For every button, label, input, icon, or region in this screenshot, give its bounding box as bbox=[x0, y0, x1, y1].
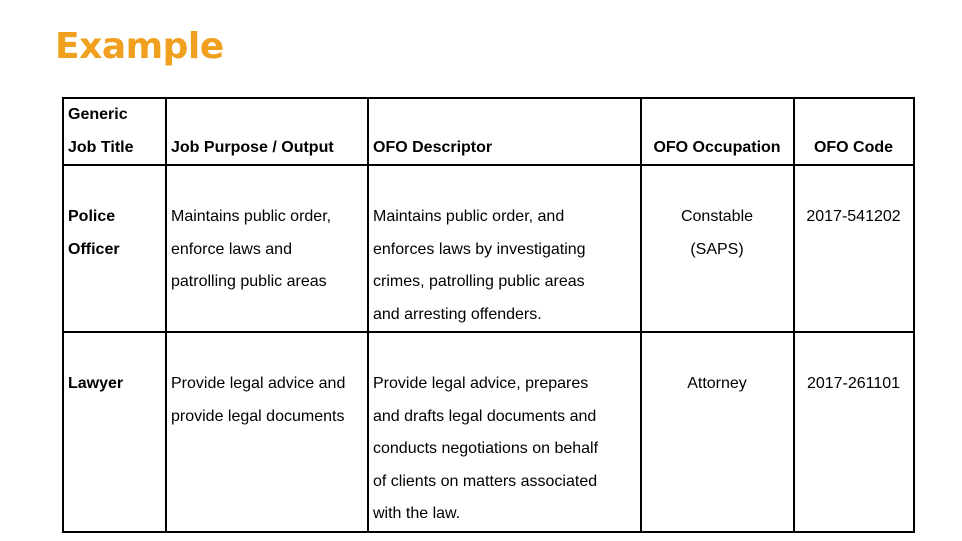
occupation-cell: Attorney bbox=[641, 332, 794, 532]
header-ofo-code: OFO Code bbox=[794, 98, 914, 165]
descriptor-cell: Provide legal advice, prepares and drafts legal documents and conducts negotiations on behalf of clients on matters associated with the law. bbox=[368, 332, 641, 532]
slide-title: Example bbox=[55, 26, 224, 67]
table-row bbox=[63, 165, 914, 332]
job-title-cell: Lawyer bbox=[63, 332, 166, 532]
occupation-cell: Constable (SAPS) bbox=[641, 165, 794, 332]
code-cell: 2017-541202 bbox=[794, 165, 914, 332]
ofo-table bbox=[62, 97, 915, 533]
header-job-purpose: Job Purpose / Output bbox=[166, 98, 368, 165]
code-cell: 2017-261101 bbox=[794, 332, 914, 532]
purpose-cell: Provide legal advice and provide legal documents bbox=[166, 332, 368, 532]
header-ofo-descriptor: OFO Descriptor bbox=[368, 98, 641, 165]
table-row bbox=[63, 332, 914, 532]
purpose-cell: Maintains public order, enforce laws and patrolling public areas bbox=[166, 165, 368, 332]
header-job-title: Generic Job Title bbox=[63, 98, 166, 165]
descriptor-cell: Maintains public order, and enforces laws by investigating crimes, patrolling public areas and arresting offenders. bbox=[368, 165, 641, 332]
header-ofo-occupation: OFO Occupation bbox=[641, 98, 794, 165]
job-title-cell: Police Officer bbox=[63, 165, 166, 332]
table-header-row bbox=[63, 98, 914, 165]
